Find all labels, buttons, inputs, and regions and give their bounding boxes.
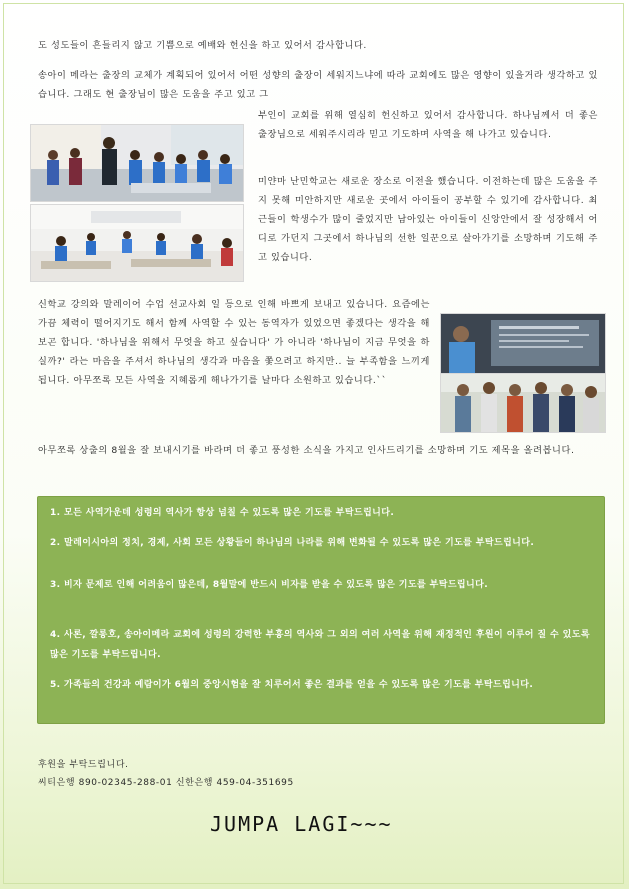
photo-students-desks — [30, 204, 244, 282]
paragraph-chairman: 송아이 메라는 출장의 교체가 계획되어 있어서 어떤 성향의 출장이 세워지느냐에 따라 교회에도 많은 영향이 있을거라 생각하고 있습니다. 그래도 현 출장님이 많은 도움을 주고 있고 그 — [38, 70, 598, 100]
prayer-item: 2. 말레이시아의 정치, 경제, 사회 모든 상황들이 하나님의 나라를 위해 변화될 수 있도록 많은 기도를 부탁드립니다. — [50, 538, 535, 548]
prayer-item: 1. 모든 사역가운데 성령의 역사가 항상 넘칠 수 있도록 많은 기도를 부탁드립니다. — [50, 508, 395, 518]
paragraph-intro: 도 성도들이 흔들리지 않고 기쁨으로 예배와 헌신을 하고 있어서 감사합니다. — [38, 40, 367, 51]
prayer-item: 4. 사론, 깔롱호, 송아이메라 교회에 성령의 강력한 부흥의 역사와 그 외의 여러 사역을 위해 재정적인 후원이 이루어 질 수 있도록 많은 기도를 부탁드립니다. — [50, 630, 590, 660]
photo-lecture — [440, 313, 606, 375]
photo-group — [440, 373, 606, 433]
prayer-item: 3. 비자 문제로 인해 어려움이 많은데, 8월말에 반드시 비자를 받을 수 있도록 많은 기도를 부탁드립니다. — [50, 580, 489, 590]
paragraph-closing: 아무쪼록 상출의 8월을 잘 보내시기를 바라며 더 좋고 풍성한 소식을 가지고 인사드리기를 소망하며 기도 제목을 올려봅니다. — [38, 445, 575, 456]
photo-children-classroom — [30, 124, 244, 202]
paragraph-seminary: 신학교 강의와 말레이어 수업 선교사회 일 등으로 인해 바쁘게 보내고 있습니다. 요즘에는 가끔 체력이 떨어지기도 해서 함께 사역할 수 있는 동역자가 있었으면 좋겠다는 생각을 해보곤 합니다. '하나님을 위해서 무엇을 하고 싶습니다' 가 아니라 '하나님이 지금 무엇을 하실까?' 라는 마음을 주셔서 하나님의 생각과 마음을 쫓으려고 하지만.. 늘 부족함을 느끼게 됩니다. 아무쪼록 모든 사역을 지혜롭게 해나가기를 날마다 소원하고 있습니다.`` — [38, 299, 430, 386]
farewell-text: JUMPA LAGI~~~ — [210, 812, 393, 836]
prayer-requests-box — [37, 496, 605, 724]
support-request: 후원을 부탁드립니다. — [38, 760, 129, 770]
bank-accounts: 씨티은행 890-02345-288-01 신한은행 459-04-351695 — [38, 778, 294, 788]
prayer-item: 5. 가족들의 건강과 예람이가 6월의 중앙시험을 잘 치루어서 좋은 결과를 얻을 수 있도록 많은 기도를 부탁드립니다. — [50, 680, 534, 690]
paragraph-refugee-school: 미얀마 난민학교는 새로운 장소로 이전을 했습니다. 이전하는데 많은 도움을 주지 못해 미안하지만 새로운 곳에서 아이들이 공부할 수 있기에 감사합니다. 최근들이 학생수가 많이 줄었지만 남아있는 아이들이 신앙안에서 잘 성장해서 어디로 가던지 그곳에서 하나님의 선한 일꾼으로 살아가기를 소망하며 기도해 주고 있습니다. — [258, 176, 598, 263]
paragraph-chairman-cont: 부인이 교회를 위해 열심히 헌신하고 있어서 감사합니다. 하나님께서 더 좋은 출장님으로 세워주시리라 믿고 기도하며 사역을 해 나가고 있습니다. — [258, 110, 598, 140]
